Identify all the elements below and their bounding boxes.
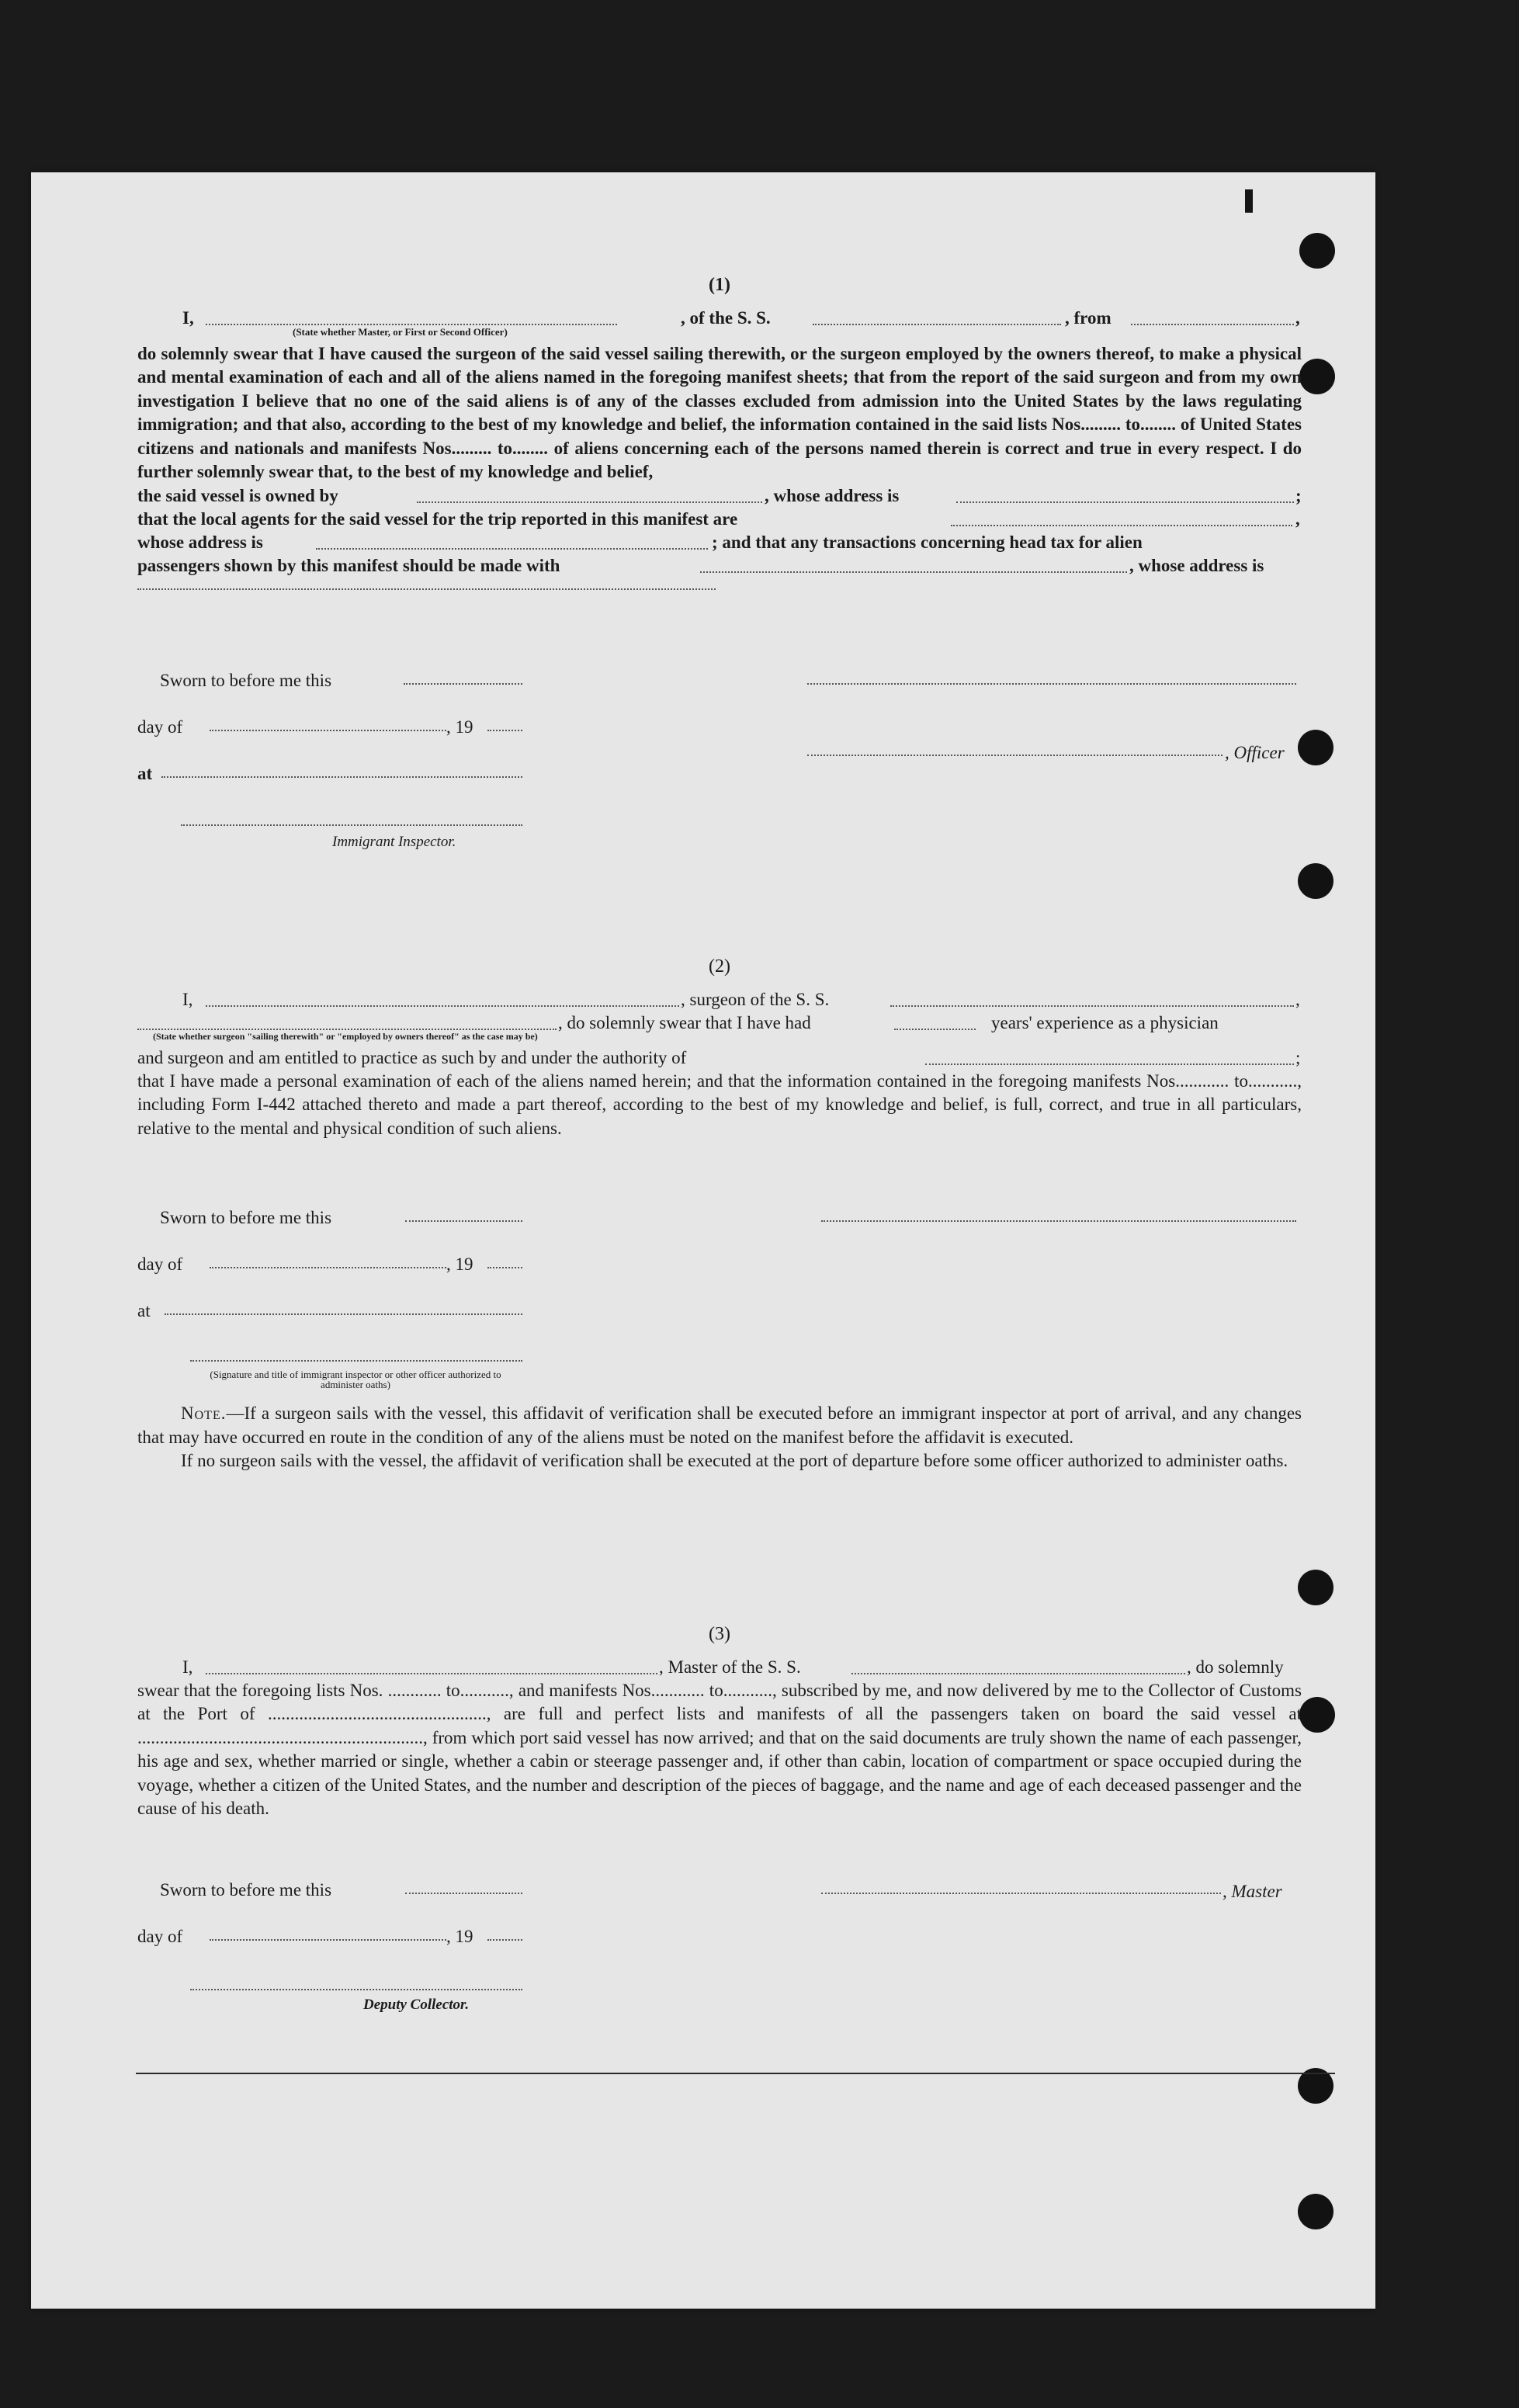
master-vessel-blank bbox=[851, 1662, 1185, 1674]
text-surgeon-of-ss: , surgeon of the S. S. bbox=[681, 989, 830, 1009]
address-continuation bbox=[137, 578, 1302, 593]
officer-signature-line-2 bbox=[190, 1360, 522, 1362]
agents-blank bbox=[951, 514, 1292, 526]
sworn-label-2: Sworn to before me this bbox=[160, 1208, 332, 1227]
page-mark bbox=[1245, 189, 1253, 213]
day-blank-3 bbox=[210, 1939, 446, 1941]
section-2 bbox=[137, 955, 1302, 1140]
passengers-line bbox=[137, 554, 1302, 578]
punch-hole bbox=[1299, 1697, 1335, 1733]
punch-hole bbox=[1298, 2194, 1333, 2229]
deputy-label: Deputy Collector. bbox=[363, 1997, 470, 2013]
punch-hole bbox=[1298, 863, 1333, 899]
text-do-solemnly: , do solemnly bbox=[1187, 1657, 1284, 1677]
text-passengers: passengers shown by this manifest should be made with bbox=[137, 555, 560, 575]
section-2-line-1: I, , surgeon of the S. S. , bbox=[137, 988, 1302, 1011]
text-of-ss: , of the S. S. bbox=[681, 307, 771, 328]
section-1-body: do solemnly swear that I have caused the surgeon of the said vessel sailing therewith, or the surgeon employed by the owners thereof, to make a physical and mental examination of each and all of the aliens named in the foregoing manifest sheets; that from the report of the said surgeon and from my own investigation I believe that no one of the said aliens is of any of the classes excluded from admission into the United States by the laws regulating immigration; and that also, according to the best of my knowledge and belief, the information contained in the said lists Nos......... to........ of United States citizens and nationals and manifests Nos......... to........ of aliens concerning each of the persons named therein is correct and true in every respect. I do further solemnly swear that, to the best of my knowledge and belief, bbox=[137, 343, 1302, 481]
section-2-body: that I have made a personal examination of each of the aliens named herein; and that the information contained in the foregoing manifests Nos............ to..........., including Form I-442 attached thereto and made a part thereof, according to the best of my knowledge and belief, is full, correct, and true in all particulars, relative to the mental and physical condition of such aliens. bbox=[137, 1070, 1302, 1138]
master-signature-line bbox=[821, 1893, 1221, 1894]
note-text: —If a surgeon sails with the vessel, this affidavit of verification shall be executed before an immigrant inspector at port of arrival, and any changes that may have occurred en route in the condition of any of the aliens must be noted on the manifest before the affidavit is executed. bbox=[137, 1404, 1302, 1447]
text-whose-address-2: whose address is bbox=[137, 532, 263, 552]
agents-address-line bbox=[137, 531, 1302, 554]
text-whose-address-3: , whose address is bbox=[1129, 555, 1264, 575]
officer-signature-line bbox=[807, 755, 1222, 756]
section-3-body: swear that the foregoing lists Nos. ............ to..........., and manifests Nos............ to..........., subscribed by me, and now delivered by me to the Collector of Customs at the Port of ................................................., are full and perfect lists and manifests of all the passengers taken on board the said vessel at ................................................................, from which port said vessel has now arrived; and that on the said documents are truly shown the name of each passenger, his age and sex, whether married or single, whether a cabin or steerage passenger and, if other than cabin, location of compartment or space occupied during the voyage, whether a citizen of the United States, and the number and description of the pieces of baggage, and the name and age of each deceased passenger and the cause of his death. bbox=[137, 1680, 1302, 1818]
inspector-label: Immigrant Inspector. bbox=[332, 834, 456, 850]
punch-hole bbox=[1298, 1570, 1333, 1605]
authority-blank bbox=[925, 1053, 1294, 1065]
section-number: (3) bbox=[709, 1624, 730, 1644]
head-tax-blank bbox=[700, 560, 1127, 573]
surgeon-caption: (State whether surgeon "sailing therewith" or "employed by owners thereof" as the case may be) bbox=[153, 1030, 538, 1042]
text-head-tax: ; and that any transactions concerning head tax for alien bbox=[712, 532, 1143, 552]
text-i: I, bbox=[182, 307, 194, 328]
year-blank-2 bbox=[487, 1267, 522, 1268]
at-blank-1 bbox=[161, 776, 522, 778]
note-paragraph bbox=[137, 1402, 1302, 1449]
day-blank-2 bbox=[210, 1267, 446, 1268]
master-label: , Master bbox=[1222, 1882, 1282, 1901]
text-owned-by: the said vessel is owned by bbox=[137, 485, 338, 505]
punch-hole bbox=[1299, 359, 1335, 394]
bottom-rule bbox=[136, 2073, 1335, 2074]
note-paragraph-2: If no surgeon sails with the vessel, the affidavit of verification shall be executed at the port of departure before some officer authorized to administer oaths. bbox=[181, 1451, 1288, 1470]
years-blank bbox=[894, 1018, 976, 1030]
text-do-solemnly-swear: , do solemnly swear that I have had bbox=[558, 1012, 811, 1032]
inspector-signature-line bbox=[181, 824, 522, 826]
officer-label: , Officer bbox=[1225, 743, 1285, 762]
year-label-2: , 19 bbox=[446, 1254, 473, 1274]
surgeon-vessel-blank bbox=[890, 994, 1294, 1007]
authority-line: and surgeon and am entitled to practice as such by and under the authority of ; bbox=[137, 1047, 1301, 1067]
owner-blank bbox=[417, 491, 762, 503]
rank-caption: (State whether Master, or First or Second Officer) bbox=[293, 325, 508, 338]
section-3 bbox=[137, 1622, 1302, 1821]
master-name-blank bbox=[206, 1662, 657, 1674]
deputy-signature-line bbox=[190, 1989, 522, 1990]
rank-blank bbox=[206, 313, 617, 325]
sworn-label-3: Sworn to before me this bbox=[160, 1880, 332, 1900]
text-authority: and surgeon and am entitled to practice as such by and under the authority of bbox=[137, 1047, 687, 1067]
note-label: Note. bbox=[181, 1404, 227, 1423]
punch-hole bbox=[1299, 233, 1335, 269]
owned-by-line: the said vessel is owned by , whose address is ; bbox=[137, 484, 1302, 508]
officer-caption: (Signature and title of immigrant inspector or other officer authorized to administer oaths) bbox=[210, 1369, 501, 1390]
section-2-line-2 bbox=[137, 1011, 1302, 1035]
punch-hole bbox=[1298, 730, 1333, 765]
head-tax-address-blank bbox=[137, 578, 716, 590]
vessel-blank bbox=[813, 313, 1061, 325]
day-of-label-2: day of bbox=[137, 1254, 183, 1274]
owner-address-blank bbox=[956, 491, 1294, 503]
section-number: (2) bbox=[709, 956, 730, 977]
year-blank-1 bbox=[487, 730, 522, 731]
at-label-2: at bbox=[137, 1301, 151, 1320]
section-1 bbox=[137, 273, 1302, 593]
section-3-line-1 bbox=[137, 1656, 1302, 1679]
surgeon-name-blank bbox=[206, 994, 679, 1007]
at-blank-2 bbox=[165, 1313, 522, 1315]
text-master-of-ss: , Master of the S. S. bbox=[659, 1657, 801, 1677]
day-blank-1 bbox=[210, 730, 446, 731]
text-years-experience: years' experience as a physician bbox=[991, 1012, 1219, 1032]
year-blank-3 bbox=[487, 1939, 522, 1941]
agents-address-blank bbox=[316, 537, 708, 550]
text-whose-address: , whose address is bbox=[765, 485, 900, 505]
section-number: (1) bbox=[709, 275, 730, 295]
from-blank bbox=[1131, 313, 1294, 325]
section-1-line-1: I, , of the S. S. , from , bbox=[137, 307, 1302, 330]
sworn-blank-1 bbox=[404, 683, 522, 685]
sworn-blank-2 bbox=[405, 1220, 522, 1222]
surgeon-type-blank bbox=[137, 1018, 557, 1030]
at-label-1: at bbox=[137, 764, 153, 783]
note-block bbox=[137, 1402, 1302, 1473]
text-from: , from bbox=[1065, 307, 1112, 328]
year-label-3: , 19 bbox=[446, 1927, 473, 1946]
text-i: I, bbox=[182, 1657, 193, 1677]
sworn-blank-3 bbox=[405, 1893, 522, 1894]
text-local-agents: that the local agents for the said vessel for the trip reported in this manifest are bbox=[137, 508, 738, 529]
day-of-label-1: day of bbox=[137, 717, 183, 737]
agents-line: that the local agents for the said vessel for the trip reported in this manifest are , bbox=[137, 508, 1300, 529]
day-of-label-3: day of bbox=[137, 1927, 183, 1946]
year-label-1: , 19 bbox=[446, 717, 473, 737]
sworn-label-1: Sworn to before me this bbox=[160, 671, 332, 690]
surgeon-signature-line bbox=[821, 1220, 1296, 1222]
affiant-signature-line-1 bbox=[807, 683, 1296, 685]
text-i: I, bbox=[182, 989, 193, 1009]
